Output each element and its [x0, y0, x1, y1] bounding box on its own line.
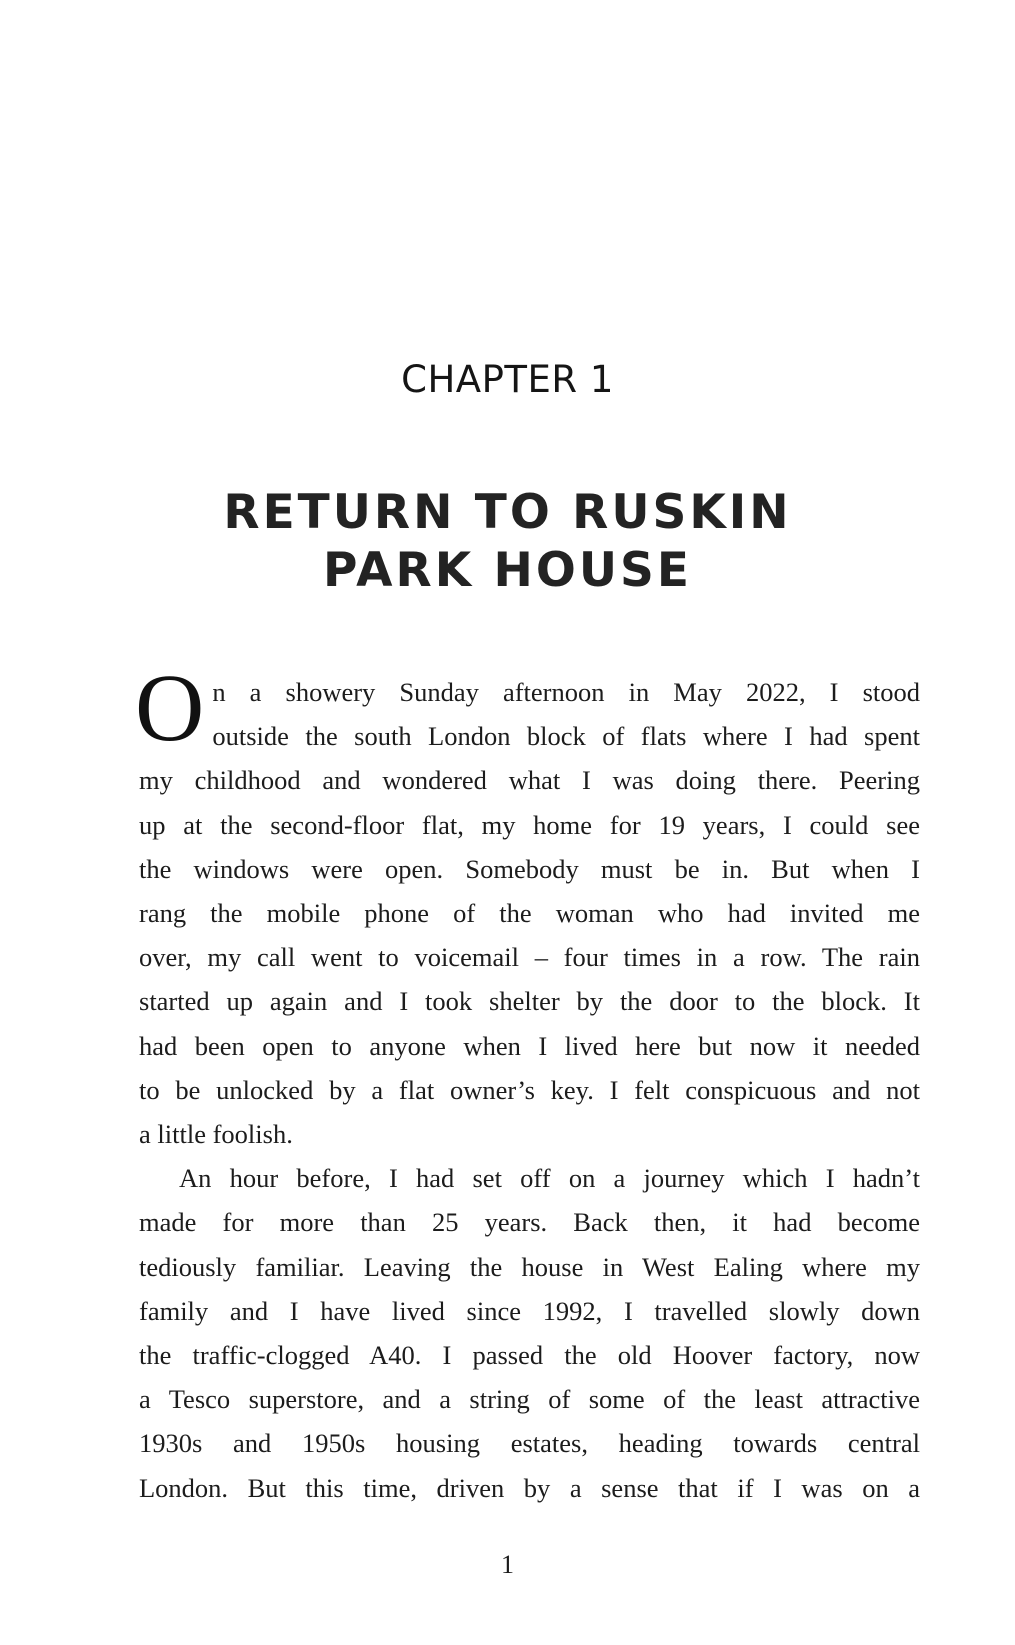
text-line: my childhood and wondered what I was doing there. Peering — [139, 765, 920, 796]
text-line: made for more than 25 years. Back then, it had become — [139, 1207, 920, 1238]
text-line: over, my call went to voicemail – four times in a row. The rain — [139, 942, 920, 973]
text-line: 1930s and 1950s housing estates, heading towards central — [139, 1428, 920, 1459]
text-line: family and I have lived since 1992, I travelled slowly down — [139, 1295, 920, 1326]
chapter-title-line: PARK HOUSE — [323, 543, 692, 598]
body-text — [135, 654, 920, 1510]
text-line: the traffic-clogged A40. I passed the old Hoover factory, now — [139, 1340, 920, 1371]
text-line: tediously familiar. Leaving the house in West Ealing where my — [139, 1251, 920, 1282]
chapter-title-line: RETURN TO RUSKIN — [223, 485, 792, 540]
text-line: An hour before, I had set off on a journey which I hadn’t — [179, 1163, 920, 1194]
paragraph-2 — [139, 1156, 920, 1510]
text-line: London. But this time, driven by a sense that if I was on a — [139, 1472, 920, 1503]
text-line: rang the mobile phone of the woman who had invited me — [139, 898, 920, 929]
text-line: started up again and I took shelter by the door to the block. It — [139, 986, 920, 1017]
text-line: a Tesco superstore, and a string of some of the least attractive — [139, 1384, 920, 1415]
chapter-title — [0, 484, 1015, 600]
paragraph-1 — [135, 654, 920, 1156]
text-line: a little foolish. — [139, 1119, 293, 1150]
text-line: the windows were open. Somebody must be in. But when I — [139, 853, 920, 884]
text-line: up at the second-floor flat, my home for 19 years, I could see — [139, 809, 920, 840]
text-line: n a showery Sunday afternoon in May 2022, I stood — [212, 677, 920, 707]
chapter-label: CHAPTER 1 — [401, 358, 614, 401]
drop-cap: O — [135, 654, 205, 761]
text-line: outside the south London block of flats where I had spent — [212, 721, 920, 752]
text-line: to be unlocked by a flat owner’s key. I felt conspicuous and not — [139, 1074, 920, 1105]
page-number: 1 — [501, 1550, 514, 1579]
text-line: had been open to anyone when I lived here but now it needed — [139, 1030, 920, 1061]
